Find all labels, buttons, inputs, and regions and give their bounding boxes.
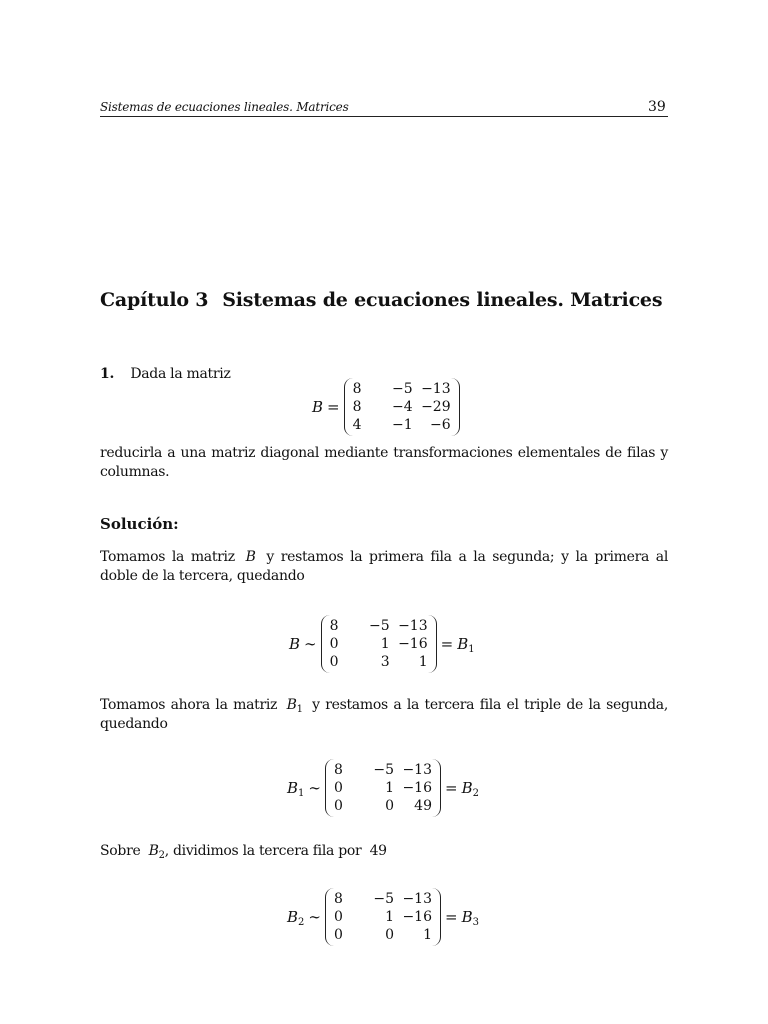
matrix-entry: 1 [380, 636, 390, 652]
matrix-entry: 0 [333, 780, 343, 796]
matrix-b-equation [312, 378, 460, 436]
step3-after: , dividimos la tercera fila por [164, 843, 362, 859]
chapter-heading [100, 289, 662, 311]
step2-text [100, 696, 668, 734]
chapter-title: Sistemas de ecuaciones lineales. Matrices [222, 289, 663, 311]
matrix-entry: 8 [352, 399, 362, 415]
matrix-entry: −13 [421, 381, 451, 397]
step2-var [287, 697, 303, 713]
eq3-lhs [287, 908, 304, 926]
eq2-rhs-var: B [461, 779, 473, 797]
eq1-matrix-grid [330, 615, 428, 673]
matrix-entry: −5 [373, 762, 394, 778]
step3-var [149, 843, 165, 859]
matrix-entry: −29 [421, 399, 451, 415]
matrix-entry: −1 [391, 417, 413, 433]
matrix-entry: −5 [391, 381, 413, 397]
equation-3 [287, 888, 479, 946]
matrix-b [344, 378, 460, 436]
problem-statement: reducirla a una matriz diagonal mediante transformaciones elementales de filas y columnas. [100, 445, 668, 480]
eq1-rhs-var: B [457, 635, 469, 653]
page-number: 39 [648, 99, 666, 115]
equation-1 [289, 615, 475, 673]
matrix-entry: −13 [398, 618, 428, 634]
matrix-b-grid [353, 378, 451, 436]
matrix-entry: −5 [373, 891, 394, 907]
eq3-rhs-sub: 3 [472, 917, 479, 928]
equation-2 [287, 759, 479, 817]
eq2-matrix [325, 759, 441, 817]
equals-sign: = [444, 779, 458, 797]
left-paren [344, 378, 353, 436]
eq1-lhs [289, 635, 300, 653]
matrix-entry: 0 [329, 636, 339, 652]
chapter-label: Capítulo 3 [100, 289, 209, 311]
matrix-entry: 1 [385, 909, 394, 925]
step3-var-sub: 2 [158, 850, 165, 861]
left-paren [321, 615, 330, 673]
matrix-entry: 4 [352, 417, 362, 433]
solution-heading: Solución: [100, 515, 179, 533]
problem-intro-text: Dada la matriz [130, 366, 231, 382]
step2-var-sub: 1 [296, 704, 303, 715]
right-paren [432, 888, 441, 946]
right-paren [451, 378, 460, 436]
eq3-lhs-var: B [287, 908, 299, 926]
matrix-entry: 49 [414, 798, 432, 814]
matrix-entry: 0 [385, 927, 394, 943]
header-rule [100, 116, 668, 117]
eq1-rhs [457, 635, 474, 653]
matrix-entry: −16 [402, 909, 432, 925]
right-paren [432, 759, 441, 817]
eq1-op: ∼ [304, 635, 317, 653]
step3-value: 49 [369, 843, 387, 859]
eq1-matrix [321, 615, 437, 673]
left-paren [325, 759, 334, 817]
eq3-rhs [462, 908, 479, 926]
matrix-entry: −16 [402, 780, 432, 796]
matrix-entry: 8 [352, 381, 362, 397]
right-paren [428, 615, 437, 673]
step3-var-letter: B [148, 843, 159, 859]
step2-after: y restamos a la tercera fila el triple de la segunda, quedando [100, 697, 668, 732]
matrix-entry: −13 [402, 762, 432, 778]
matrix-entry: −5 [368, 618, 390, 634]
matrix-entry: 1 [418, 654, 428, 670]
matrix-entry: −13 [402, 891, 432, 907]
matrix-entry: 0 [385, 798, 394, 814]
step3-before: Sobre [100, 843, 141, 859]
eq1-lhs-var: B [289, 635, 301, 653]
eq2-lhs-sub: 1 [298, 788, 305, 799]
matrix-entry: 8 [329, 618, 339, 634]
matrix-b-name: B [312, 398, 324, 416]
eq2-op: ∼ [308, 779, 321, 797]
step1-text [100, 548, 668, 586]
problem-intro [100, 365, 231, 384]
step2-before: Tomamos ahora la matriz [100, 697, 278, 713]
step1-var: B [245, 549, 256, 565]
matrix-entry: 0 [333, 909, 343, 925]
matrix-entry: 1 [385, 780, 394, 796]
eq3-matrix [325, 888, 441, 946]
equals-sign: = [444, 908, 458, 926]
matrix-entry: 3 [380, 654, 390, 670]
matrix-entry: 8 [333, 762, 343, 778]
matrix-entry: −4 [391, 399, 413, 415]
matrix-entry: 0 [329, 654, 339, 670]
eq2-lhs [287, 779, 304, 797]
matrix-entry: 0 [333, 798, 343, 814]
eq3-op: ∼ [308, 908, 321, 926]
problem-number: 1. [100, 366, 115, 382]
eq2-rhs [462, 779, 479, 797]
matrix-entry: −16 [398, 636, 428, 652]
step2-var-letter: B [286, 697, 297, 713]
equals-sign: = [327, 398, 340, 416]
eq2-rhs-sub: 2 [472, 788, 479, 799]
equals-sign: = [440, 635, 454, 653]
step1-before: Tomamos la matriz [100, 549, 235, 565]
step3-text [100, 842, 668, 861]
left-paren [325, 888, 334, 946]
step1-after: y restamos la primera fila a la segunda; y la primera al doble de la tercera, quedando [100, 549, 669, 584]
eq3-rhs-var: B [461, 908, 473, 926]
matrix-entry: 1 [423, 927, 432, 943]
matrix-entry: 8 [333, 891, 343, 907]
matrix-entry: 0 [333, 927, 343, 943]
eq3-lhs-sub: 2 [298, 917, 305, 928]
eq2-matrix-grid [334, 759, 432, 817]
eq1-rhs-sub: 1 [468, 644, 475, 655]
eq3-matrix-grid [334, 888, 432, 946]
matrix-entry: −6 [429, 417, 451, 433]
eq2-lhs-var: B [287, 779, 299, 797]
running-header-title: Sistemas de ecuaciones lineales. Matrices [100, 100, 349, 114]
